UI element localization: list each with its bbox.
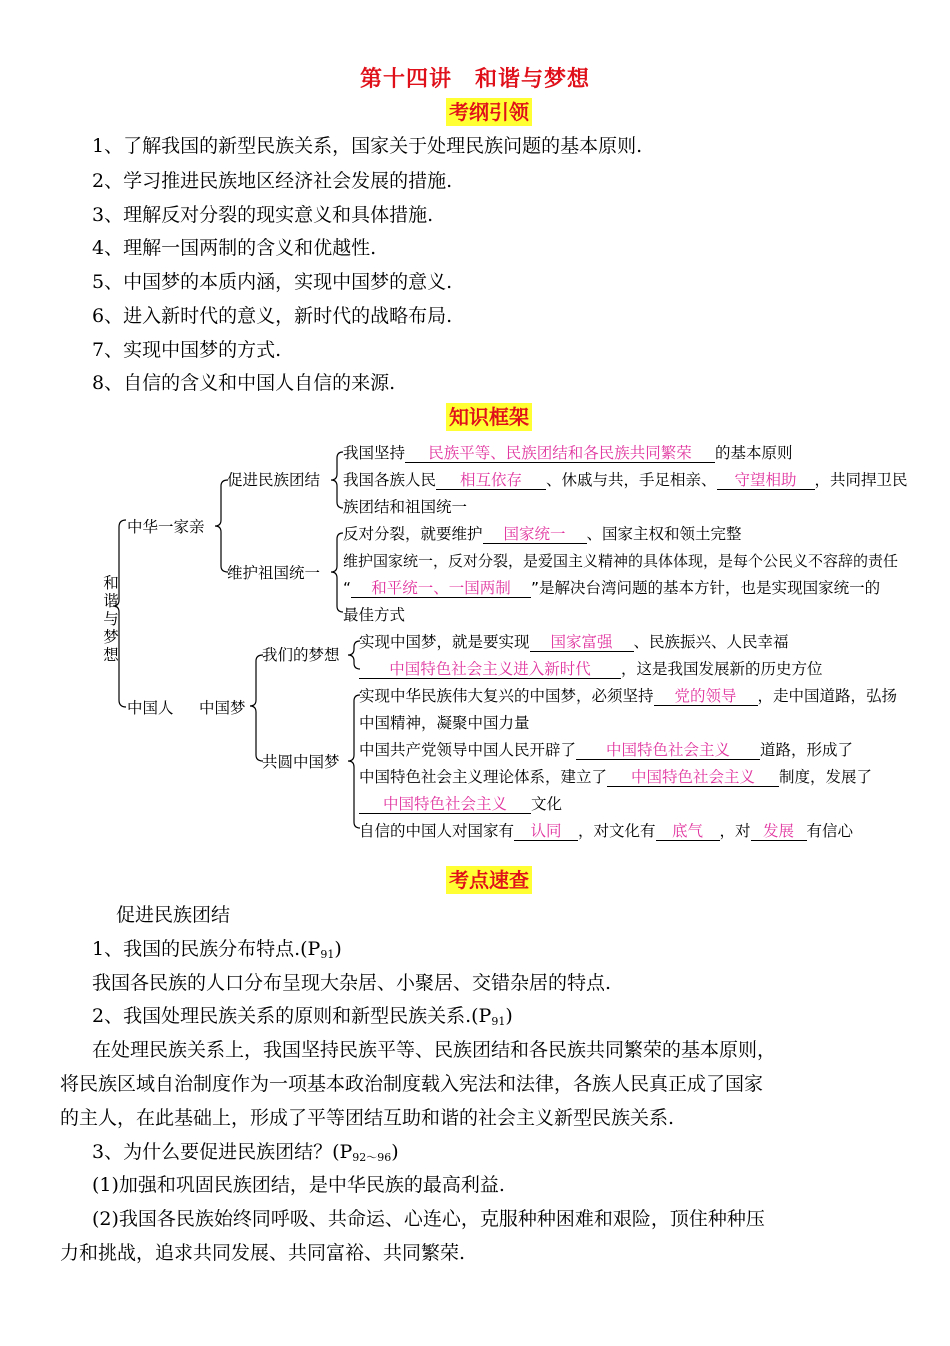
fill-blank: 民族平等、民族团结和各民族共同繁荣 bbox=[405, 444, 715, 463]
framework-line: 维护国家统一，反对分裂，是爱国主义精神的具体体现，是每个公民义不容辞的责任 bbox=[343, 552, 899, 570]
framework-line: 实现中国梦，就是要实现 国家富强 、民族振兴、人民幸福 bbox=[359, 633, 789, 651]
fill-blank: 中国特色社会主义 bbox=[607, 768, 779, 787]
framework-line: 中国共产党领导中国人民开辟了 中国特色社会主义 道路，形成了 bbox=[359, 741, 854, 759]
node-maintain-reunification: 维护祖国统一 bbox=[227, 564, 321, 582]
answer: 在处理民族关系上，我国坚持民族平等、民族团结和各民族共同繁荣的基本原则， bbox=[92, 1039, 777, 1061]
fill-blank: 国家富强 bbox=[530, 633, 634, 652]
framework-line: 实现中华民族伟大复兴的中国梦，必须坚持 党的领导 ，走中国道路，弘扬 bbox=[359, 687, 898, 705]
fill-blank: 中国特色社会主义进入新时代 bbox=[359, 660, 621, 679]
page-title: 第十四讲 和谐与梦想 bbox=[359, 66, 590, 92]
objective-item: 7、实现中国梦的方式. bbox=[92, 339, 282, 361]
question: 3、为什么要促进民族团结？$(P_{92\sim 96})$ bbox=[92, 1141, 399, 1164]
framework-line: “ 和平统一、一国两制 ”是解决台湾问题的基本方针，也是实现国家统一的 bbox=[343, 579, 881, 597]
fill-blank: 党的领导 bbox=[654, 687, 758, 706]
node-shared-dream: 共圆中国梦 bbox=[262, 753, 340, 771]
framework-line: 我国坚持 民族平等、民族团结和各民族共同繁荣 的基本原则 bbox=[343, 444, 793, 462]
fill-blank: 和平统一、一国两制 bbox=[351, 579, 531, 598]
fill-blank: 底气 bbox=[656, 822, 720, 841]
node-zhongguomeng: 中国梦 bbox=[199, 699, 246, 717]
answer: 的主人，在此基础上，形成了平等团结互助和谐的社会主义新型民族关系. bbox=[60, 1107, 675, 1129]
objective-item: 5、中国梦的本质内涵，实现中国梦的意义. bbox=[92, 271, 453, 293]
answer: 我国各民族的人口分布呈现大杂居、小聚居、交错杂居的特点. bbox=[92, 972, 612, 994]
framework-line: 中国特色社会主义 文化 bbox=[359, 794, 562, 814]
section-banner-objectives: 考纲引领 bbox=[446, 98, 532, 126]
fill-blank: 守望相助 bbox=[717, 471, 815, 490]
objective-item: 6、进入新时代的意义，新时代的战略布局. bbox=[92, 305, 453, 327]
node-our-dream: 我们的梦想 bbox=[262, 646, 340, 664]
node-promote-unity: 促进民族团结 bbox=[227, 471, 321, 489]
answer: 将民族区域自治制度作为一项基本政治制度载入宪法和法律，各族人民真正成了国家 bbox=[60, 1073, 764, 1095]
framework-line: 自信的中国人对国家有 认同 ，对文化有 底气 ，对 发展 有信心 bbox=[359, 822, 854, 840]
framework-line: 中国特色社会主义理论体系，建立了 中国特色社会主义 制度，发展了 bbox=[359, 768, 873, 786]
framework-root: 和 谐 与 梦 想 bbox=[103, 574, 119, 664]
objective-item: 2、学习推进民族地区经济社会发展的措施. bbox=[92, 170, 453, 192]
framework-line: 中国特色社会主义进入新时代 ，这是我国发展新的历史方位 bbox=[359, 659, 823, 679]
fill-blank: 相互依存 bbox=[436, 471, 546, 490]
framework-line: 族团结和祖国统一 bbox=[343, 498, 468, 516]
fill-blank: 中国特色社会主义 bbox=[359, 795, 531, 814]
objective-item: 1、了解我国的新型民族关系，国家关于处理民族问题的基本原则. bbox=[92, 135, 643, 157]
question: 2、我国处理民族关系的原则和新型民族关系$.(P_{91})$ bbox=[92, 1005, 513, 1028]
node-zhongguoren: 中国人 bbox=[127, 699, 174, 717]
answer: 力和挑战，追求共同发展、共同富裕、共同繁荣. bbox=[60, 1242, 466, 1264]
objective-item: 4、理解一国两制的含义和优越性. bbox=[92, 237, 377, 259]
question: 1、我国的民族分布特点$.(P_{91})$ bbox=[92, 938, 342, 961]
answer: (1)加强和巩固民族团结，是中华民族的最高利益. bbox=[92, 1174, 505, 1196]
framework-line: 我国各族人民 相互依存 、休戚与共，手足相亲、 守望相助 ，共同捍卫民 bbox=[343, 471, 908, 489]
objective-item: 8、自信的含义和中国人自信的来源. bbox=[92, 372, 396, 394]
section-banner-framework: 知识框架 bbox=[446, 403, 532, 431]
answer: (2)我国各民族始终同呼吸、共命运、心连心，克服种种困难和艰险，顶住种种压 bbox=[92, 1208, 765, 1230]
subsection-heading: 促进民族团结 bbox=[116, 904, 231, 926]
fill-blank: 认同 bbox=[514, 822, 578, 841]
framework-line: 反对分裂，就要维护 国家统一 、国家主权和领土完整 bbox=[343, 525, 742, 543]
section-banner-quick-check: 考点速查 bbox=[446, 866, 532, 894]
objective-item: 3、理解反对分裂的现实意义和具体措施. bbox=[92, 204, 434, 226]
node-zhonghua-yijiaqin: 中华一家亲 bbox=[127, 518, 205, 536]
framework-line: 中国精神，凝聚中国力量 bbox=[359, 714, 530, 732]
fill-blank: 发展 bbox=[751, 822, 807, 841]
fill-blank: 国家统一 bbox=[483, 525, 587, 544]
fill-blank: 中国特色社会主义 bbox=[576, 741, 760, 760]
framework-line: 最佳方式 bbox=[343, 606, 406, 624]
